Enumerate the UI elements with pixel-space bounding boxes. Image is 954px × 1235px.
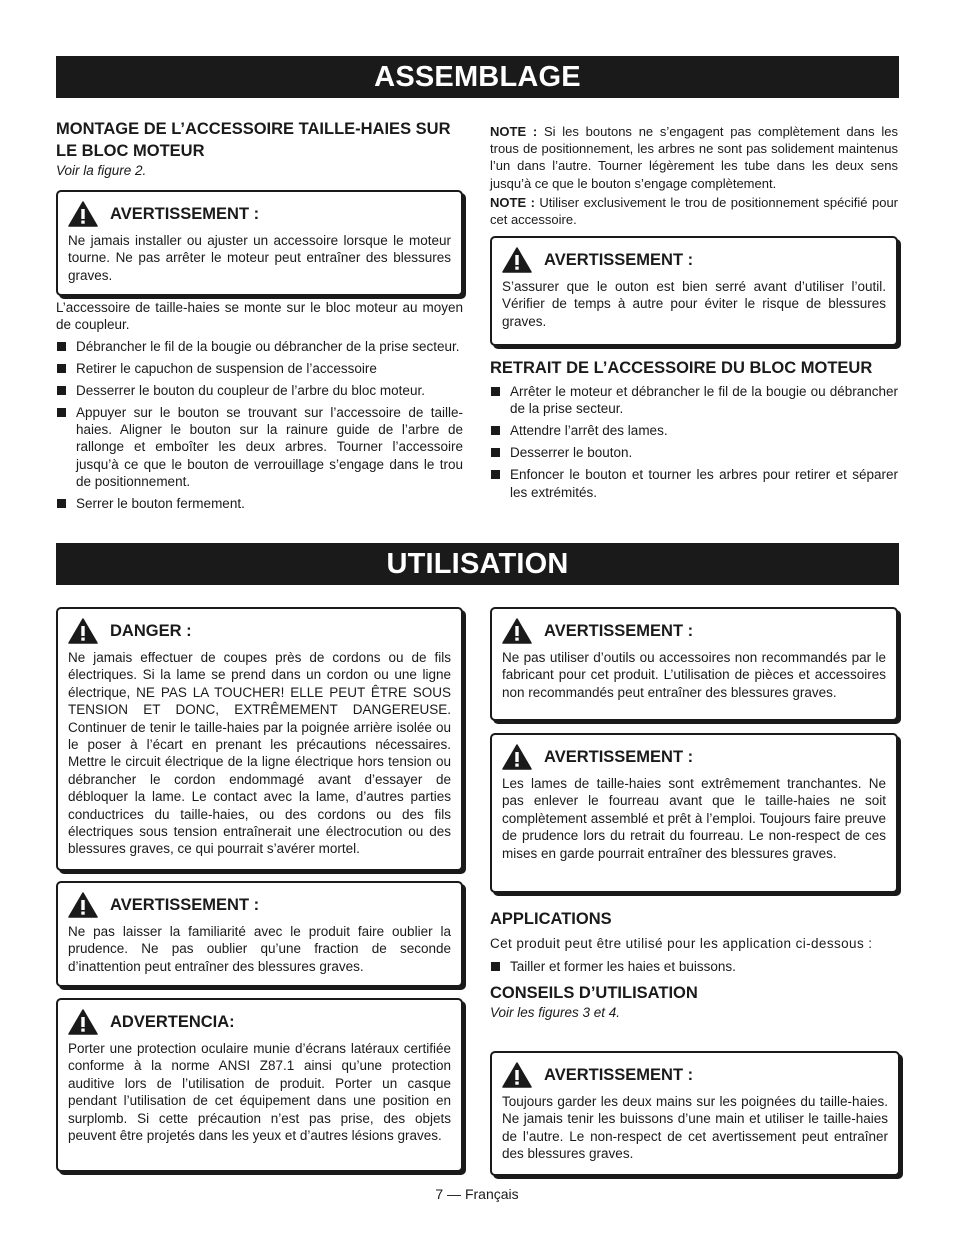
accessoires-warning-box (490, 607, 898, 721)
warning-text: Toujours garder les deux mains sur les poignées du taille-haies. Ne jamais tenir les buissons d’une main et utiliser le taille-haies de l’autre. Le non-respect de cet avertissement peut entraîner des blessures graves. (502, 1094, 888, 1162)
advertencia-box (56, 998, 463, 1172)
montage-steps-section (56, 299, 463, 517)
applications-section (490, 908, 898, 1021)
warning-text: Ne jamais installer ou ajuster un accessoire lorsque le moteur tourne. Ne pas arrêter le moteur peut entraîner des blessures graves. (68, 233, 451, 283)
warning-text: Ne pas utiliser d’outils ou accessoires non recommandés par le fabricant pour cet produit. L’utilisation de pièces et accessoires non recommandés peut entraîner des blessures graves. (502, 650, 886, 700)
retrait-steps-list (490, 383, 898, 501)
familiarite-warning-box (56, 881, 463, 987)
list-item: Appuyer sur le bouton se trouvant sur l’accessoire de taille-haies. Aligner le bouton sur la rainure guide de l’arbre de rallonge et emboîter les deux arbres. Tourner l’accessoire jusqu’à ce que le bouton de verrouillage s’engage dans le trou de positionnement. (56, 404, 463, 491)
page-footer: 7 — Français (435, 1186, 519, 1202)
warning-title: AVERTISSEMENT : (544, 1065, 694, 1084)
list-item: Serrer le bouton fermement. (56, 495, 463, 512)
warning-triangle-icon (502, 247, 532, 273)
assemblage-banner: ASSEMBLAGE (56, 56, 899, 98)
warning-triangle-icon (68, 618, 98, 644)
mains-warning-box (490, 1051, 900, 1176)
bullet-square-icon (57, 408, 66, 417)
applications-text: Cet produit peut être utilisé pour les application ci-dessous : (490, 936, 873, 951)
montage-intro: L’accessoire de taille-haies se monte sur le bloc moteur au moyen de coupleur. (56, 300, 463, 333)
montage-heading: MONTAGE DE L’ACCESSOIRE TAILLE-HAIES SUR LE BLOC MOTEUR (56, 120, 451, 160)
bullet-square-icon (491, 962, 500, 971)
conseils-figure-ref: Voir les figures 3 et 4. (490, 1004, 621, 1020)
montage-steps-list (56, 338, 463, 513)
warning-text: Ne pas laisser la familiarité avec le produit faire oublier la prudence. Ne pas oublier qu’une fraction de seconde d’inattention peut entraîner des blessures graves. (68, 924, 451, 974)
retrait-section (490, 357, 898, 505)
assemblage-notes (490, 123, 898, 228)
warning-triangle-icon (502, 1062, 532, 1088)
assemblage-left-column (56, 118, 463, 179)
list-item: Retirer le capuchon de suspension de l’accessoire (56, 360, 463, 377)
retrait-heading: RETRAIT DE L’ACCESSOIRE DU BLOC MOTEUR (490, 359, 873, 377)
bullet-square-icon (491, 448, 500, 457)
danger-text: Ne jamais effectuer de coupes près de cordons ou de fils électriques. Si la lame se prend dans un cordon ou une ligne électrique, NE PAS LA TOUCHER! ELLE PEUT ÊTRE SOUS TENSION ET DONC, EXTRÊMEMENT DANGEREUSE. Continuer de tenir le taille-haies par la poignée arrière isolée ou le poser à l’écart en prenant les précautions nécessaires. Mettre le circuit électrique de la ligne électrique hors tension ou débrancher le cordon endommagé avant d’essayer de débloquer la lame. Le contact avec la lame, d’autres parties conductrices du taille-haies, ou des cordons ou des fils électriques sous tension entraînerait une électrocution ou des blessures graves, ce qui pourrait s’avérer mortel. (68, 650, 451, 857)
utilisation-banner: UTILISATION (56, 543, 899, 585)
danger-title: DANGER : (110, 621, 192, 640)
note-1: NOTE : Si les boutons ne s’engagent pas complètement dans les trous de positionnement, les arbres ne sont pas solidement maintenus l’un dans l’autre. Tourner légèrement les tube dans les deux sens jusqu’à ce que le bouton s’engage complètement. (490, 124, 898, 191)
advertencia-title: ADVERTENCIA: (110, 1012, 235, 1031)
bullet-square-icon (491, 470, 500, 479)
warning-title: AVERTISSEMENT : (544, 250, 694, 269)
warning-triangle-icon (68, 201, 98, 227)
bullet-square-icon (57, 342, 66, 351)
warning-triangle-icon (502, 618, 532, 644)
conseils-heading: CONSEILS D’UTILISATION (490, 983, 698, 1002)
applications-list (490, 958, 898, 975)
warning-text: S’assurer que le outon est bien serré avant d’utiliser l’outil. Vérifier de temps à autre pour éviter le risque de blessures graves. (502, 279, 886, 329)
note-2: NOTE : Utiliser exclusivement le trou de positionnement spécifié pour cet accessoire. (490, 194, 898, 228)
lames-warning-box (490, 733, 898, 893)
list-item: Attendre l’arrêt des lames. (490, 422, 898, 439)
warning-text: Les lames de taille-haies sont extrêmement tranchantes. Ne pas enlever le fourreau avant que le taille-haies ne soit complètement assemblé et prêt à l’emploi. Toujours faire preuve de prudence lors du retrait du fourreau. Le non-respect de ces mises en garde pourrait entraîner des blessures graves. (502, 776, 886, 861)
warning-title: AVERTISSEMENT : (110, 895, 260, 914)
bullet-square-icon (57, 386, 66, 395)
warning-title: AVERTISSEMENT : (544, 747, 694, 766)
montage-warning-box (56, 190, 463, 296)
warning-title: AVERTISSEMENT : (110, 204, 260, 223)
warning-triangle-icon (502, 744, 532, 770)
list-item: Débrancher le fil de la bougie ou débrancher de la prise secteur. (56, 338, 463, 355)
warning-triangle-icon (68, 1009, 98, 1035)
montage-figure-ref: Voir la figure 2. (56, 163, 147, 178)
bullet-square-icon (57, 499, 66, 508)
list-item: Enfoncer le bouton et tourner les arbres pour retirer et séparer les extrémités. (490, 466, 898, 501)
bullet-square-icon (57, 364, 66, 373)
list-item: Tailler et former les haies et buissons. (490, 958, 898, 975)
danger-box (56, 607, 463, 871)
list-item: Arrêter le moteur et débrancher le fil de la bougie ou débrancher de la prise secteur. (490, 383, 898, 418)
bullet-square-icon (491, 426, 500, 435)
bullet-square-icon (491, 387, 500, 396)
advertencia-text: Porter une protection oculaire munie d’écrans latéraux certifiée conforme à la norme ANSI Z87.1 ainsi qu’une protection auditive lors de l’utilisation de produit. Porter un casque pendant l’utilisation de cet équipement dans une position en surplomb. Si cette précaution n’est pas prise, des objets peuvent être projetés dans les yeux et d’autres lésions graves. (68, 1041, 451, 1144)
list-item: Desserrer le bouton du coupleur de l’arbre du bloc moteur. (56, 382, 463, 399)
list-item: Desserrer le bouton. (490, 444, 898, 461)
bouton-warning-box (490, 236, 898, 346)
warning-title: AVERTISSEMENT : (544, 621, 694, 640)
applications-heading: APPLICATIONS (490, 910, 612, 928)
warning-triangle-icon (68, 892, 98, 918)
